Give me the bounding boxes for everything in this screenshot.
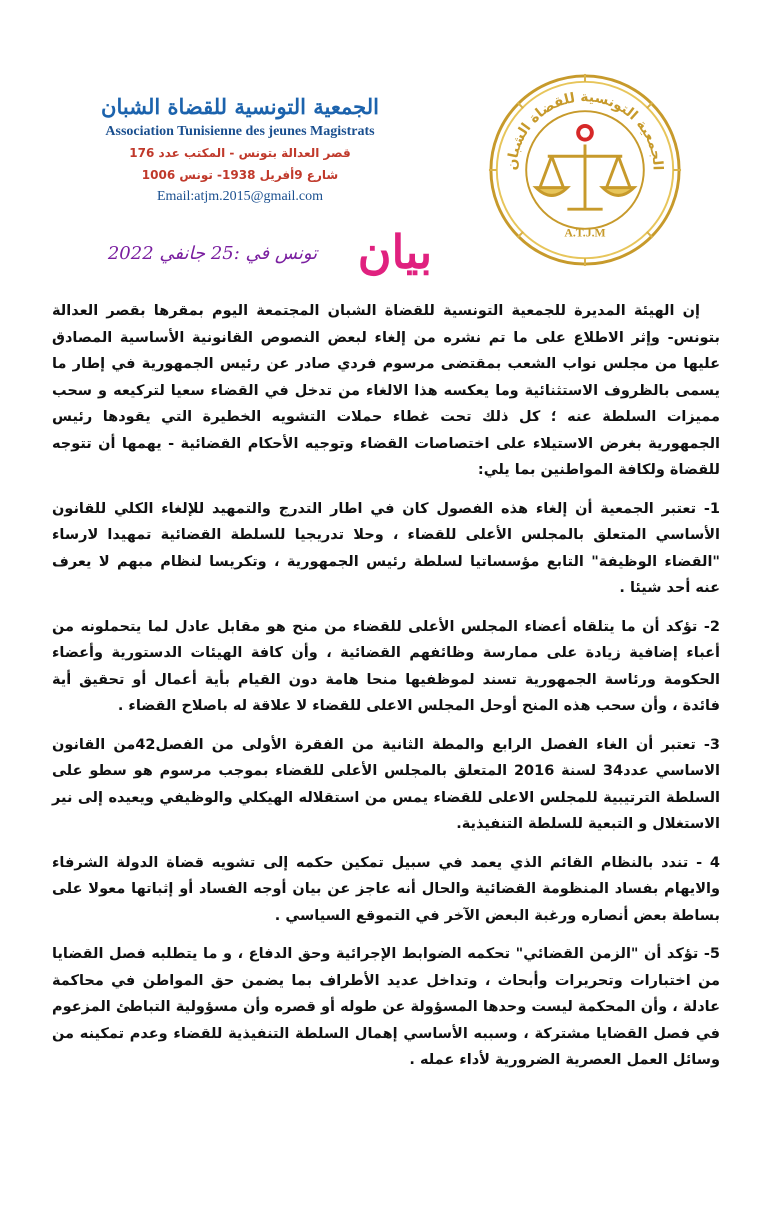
association-seal-icon	[487, 72, 683, 268]
statement-item-3: 3- تعتبر أن الغاء الفصل الرابع والمطة الثانية من الفقرة الأولى من الفصل42من القانون الاساسي عدد34 لسنة 2016 المتعلق بالمجلس الأعلى للقضاء بموجب مرسوم هو سطو على السلطة الترتيبية للمجلس الاعلى للقضاء يمس من استقلاله الهيكلي والوظيفي ويعيده إلى نير الاستغلال و التبعية للسلطة التنفيذية.	[52, 736, 721, 832]
seal-initials: A.T.J.M	[564, 226, 606, 240]
document-title: بيان	[357, 225, 433, 279]
association-name-french: Association Tunisienne des jeunes Magistrats	[105, 124, 375, 139]
statement-item-4: 4 - تندد بالنظام القائم الذي يعمد في سبيل تمكين حكمه إلى تشويه قضاة الدولة الشرفاء والايهام بفساد المنظومة القضائية والحال أنه عاجز عن بيان أوجه الفساد أو إثباتها معولا على بساطة بعض أنصاره ورغبة البعض الآخر في التموقع السياسي .	[52, 854, 720, 924]
seal-ring-text: الجمعية التونسية للقضاة الشبان	[504, 89, 666, 171]
statement-body	[52, 298, 720, 1080]
association-header	[90, 92, 390, 208]
statement-item-5: 5- تؤكد أن "الزمن القضائي" تحكمه الضوابط الإجرائية وحق الدفاع ، و ما يتطلبه فصل القضايا من اختبارات وتحريرات وأبحاث ، وتداخل عديد الأطراف بما يضمن حق المواطن في محاكمة عادلة ، وأن المحكمة ليست وحدها المسؤولة عن طوله أو قصره وأن مسؤولية التباطئ المزعوم في فصل القضايا مشتركة ، وسببه الأساسي إهمال السلطة التنفيذية للقضاء وعدم تمكينه من وسائل العمل العصرية الضرورية لأداء عمله .	[52, 946, 720, 1068]
address-line-1: قصر العدالة بتونس - المكتب عدد 176	[129, 146, 351, 160]
statement-item-1: 1- تعتبر الجمعية أن إلغاء هذه الفصول كان في اطار التدرج والتمهيد للإلغاء الكلي للقانون الأساسي المتعلق بالمجلس الأعلى للقضاء ، وحلا تدريجيا للسلطة القضائية تمهيدا لارساء "القضاء الوظيفة" التابع مؤسساتيا لسلطة رئيس الجمهورية ، وتكريسا لنظام مبهم لا يعرف عنه أحد شيئا .	[52, 500, 720, 596]
intro-paragraph: إن الهيئة المديرة للجمعية التونسية للقضاة الشبان المجتمعة اليوم بمقرها بقصر العدالة بتونس- وإثر الاطلاع على ما تم نشره من إلغاء لبعض النصوص القانونية الأساسية المصادق عليها من مجلس نواب الشعب بمقتضى مرسوم فردي صادر عن رئيس الجمهورية في إطار ما يسمى بالظروف الاستثنائية وما يعكسه هذا الالغاء من تدخل في القضاء سعيا لتركيعه و سحب مميزات السلطة عنه ؛ كل ذلك تحت غطاء حملات التشويه الخطيرة التي يقودها رئيس الجمهورية بغرض الاستيلاء على اختصاصات القضاء وتوجيه الأحكام القضائية - يهمها أن تتوجه للقضاة ولكافة المواطنين بما يلي:	[52, 303, 720, 478]
document-date: تونس في :25 جانفي 2022	[107, 243, 318, 264]
association-name-arabic: الجمعية التونسية للقضاة الشبان	[101, 94, 379, 119]
contact-email: Email:atjm.2015@gmail.com	[156, 189, 324, 204]
address-line-2: شارع 9أفريل 1938- تونس 1006	[141, 168, 339, 182]
statement-item-2: 2- تؤكد أن ما يتلقاه أعضاء المجلس الأعلى للقضاء من منح هو مقابل عادل لما يتحملونه من أعباء إضافية زيادة على ممارسة وظائفهم القضائية ، وأن كافة الهيئات الدستورية وأعضاء الحكومة ورئاسة الجمهورية تسند لموظفيها منحا هامة دون القيام بأية أعمال أو تحقيق أية فائدة ، وأن سحب هذه المنح أوحل المجلس الاعلى للقضاء لا علاقة له باصلاح القضاء .	[52, 618, 720, 714]
